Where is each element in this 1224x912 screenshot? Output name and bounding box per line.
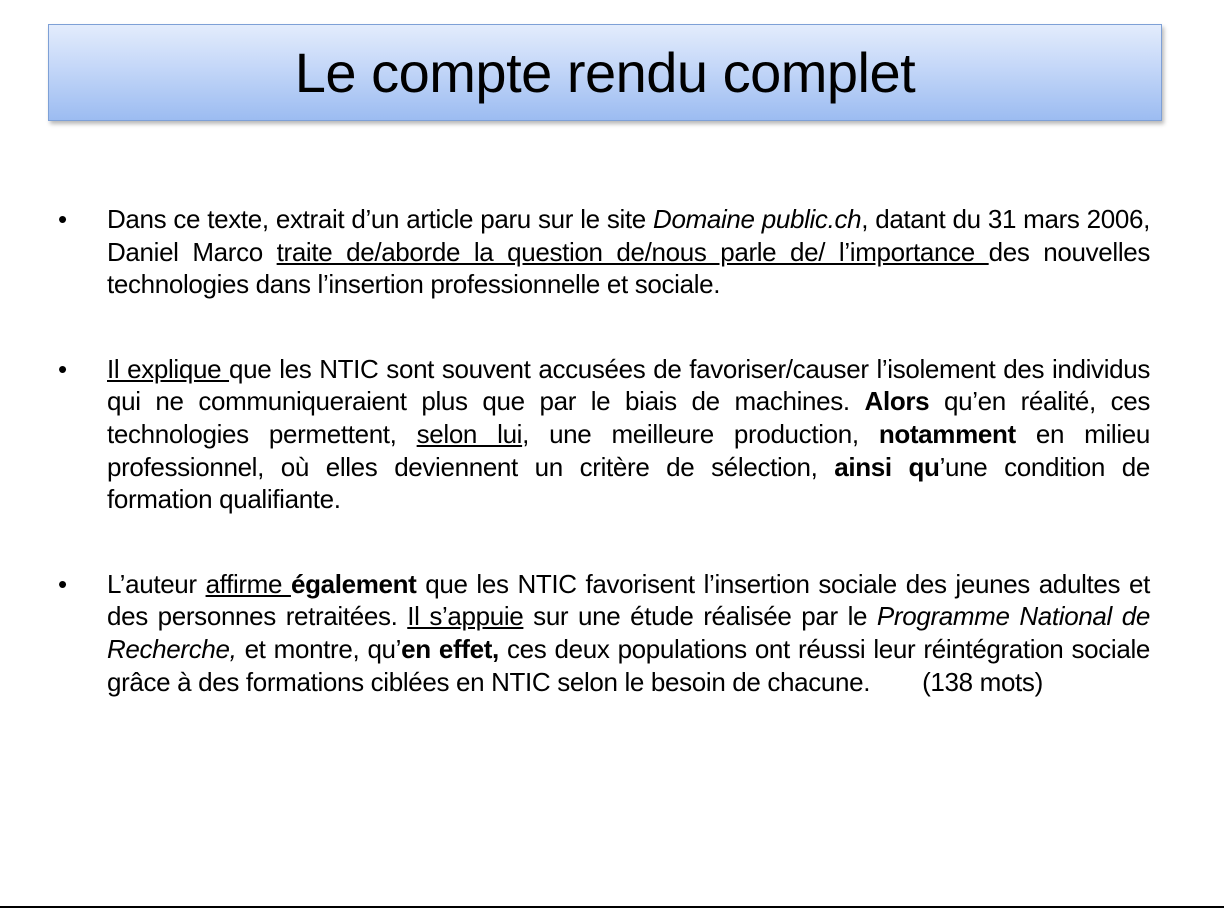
text-segment: qu’en réalité, ces technologies permettent,	[107, 386, 1151, 449]
title-box	[48, 24, 1162, 121]
underlined-phrase: Il s’appuie	[407, 601, 524, 632]
bullet-text	[107, 354, 1150, 514]
text-segment: des nouvelles technologies dans l’insertion professionnelle et sociale.	[107, 236, 1151, 300]
text-segment: et montre, qu’	[236, 633, 402, 664]
text-segment: , datant du 31 mars 2006, Daniel Marco	[107, 204, 1150, 267]
bold-connector: en effet,	[401, 633, 499, 664]
text-segment: , une meilleure production,	[522, 418, 879, 449]
bullet-text	[107, 569, 1150, 697]
bullet-marker: •	[58, 568, 67, 599]
text-segment: Dans ce texte, extrait d’un article paru sur le site	[107, 204, 654, 234]
text-segment: que les NTIC sont souvent accusées de favoriser/causer l’isolement des individus qui ne communiqueraient plus que par le biais de machines.	[107, 353, 1150, 417]
bold-connector: également	[290, 568, 417, 599]
text-segment: L’auteur	[107, 568, 206, 599]
text-segment: ’une condition de formation qualifiante.	[107, 451, 1151, 515]
underlined-phrase: traite de/aborde la question de/nous parle de/ l’importance	[276, 236, 989, 267]
bold-connector: notamment	[878, 418, 1016, 449]
bold-connector: ainsi qu	[834, 451, 940, 482]
bullet-item-2	[58, 353, 1150, 516]
underlined-phrase: Il explique	[107, 353, 230, 384]
underlined-phrase: selon lui	[416, 418, 523, 449]
program-name-italic: Programme National de Recherche,	[107, 601, 1150, 664]
word-count: (138 mots)	[922, 666, 1043, 697]
text-segment: en milieu professionnel, où elles deviennent un critère de sélection,	[107, 418, 1150, 482]
bullet-list	[58, 203, 1150, 698]
underlined-phrase: affirme	[205, 568, 291, 599]
text-segment: ces deux populations ont réussi leur réintégration sociale grâce à des formations ciblées en NTIC selon le besoin de chacune.	[107, 633, 1150, 697]
text-segment: que les NTIC favorisent l’insertion sociale des jeunes adultes et des personnes retraitées.	[107, 568, 1150, 632]
site-name-italic: Domaine public.ch	[653, 204, 862, 234]
slide-title: Le compte rendu complet	[294, 41, 916, 104]
bullet-item-3	[58, 568, 1150, 698]
bold-connector: Alors	[864, 386, 930, 417]
bullet-marker: •	[58, 204, 67, 234]
bullet-marker: •	[58, 353, 67, 384]
bullet-item-1	[58, 203, 1150, 301]
text-segment: sur une étude réalisée par le	[523, 601, 877, 632]
bullet-text	[107, 204, 1150, 299]
